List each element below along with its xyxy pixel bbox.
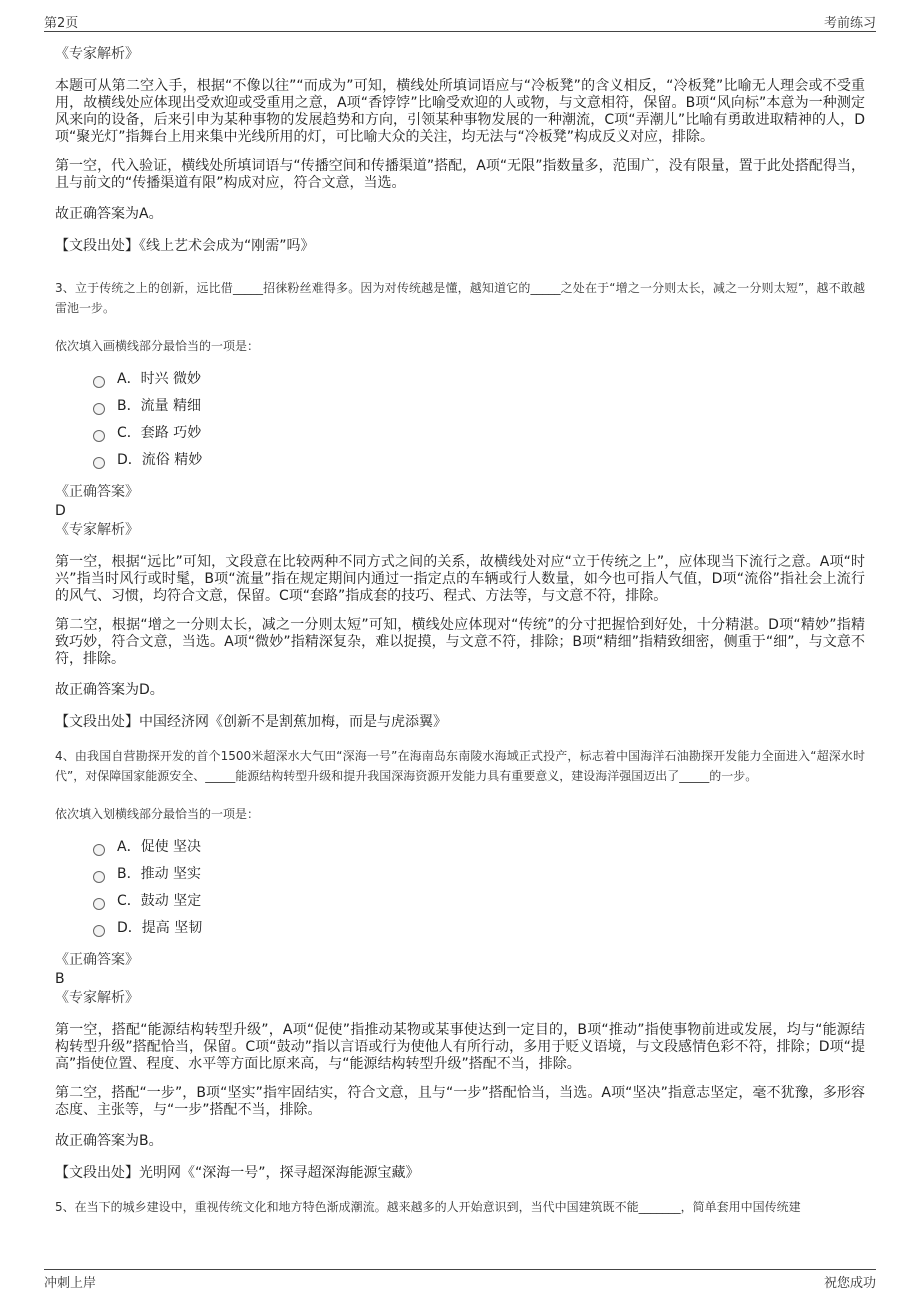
radio-icon[interactable] (93, 844, 105, 856)
radio-icon[interactable] (93, 925, 105, 937)
document-body (55, 44, 865, 1217)
option-b[interactable]: B．推动 坚实 (93, 861, 865, 888)
correct-answer-label: 《正确答案》 (55, 952, 139, 968)
correct-answer-value: B (55, 971, 65, 987)
question-stem: 5、在当下的城乡建设中，重视传统文化和地方特色渐成潮流。越来越多的人开始意识到，当代中国建筑既不能_______，简单套用中国传统建 (55, 1200, 801, 1214)
question-prompt: 依次填入画横线部分最恰当的一项是： (55, 339, 260, 353)
footer-left-text: 冲刺上岸 (44, 1276, 97, 1291)
footer-divider (44, 1269, 876, 1270)
radio-icon[interactable] (93, 376, 105, 388)
analysis-paragraph: 第一空，根据“远比”可知，文段意在比较两种不同方式之间的关系，故横线处对应“立于传统之上”，应体现当下流行之意。A项“时兴”指当时风行或时髦，B项“流量”指在规定期间内通过一指定点的车辆或行人数量，如今也可指人气值，D项“流俗”指社会上流行的风气、习惯，均符合文意，保留。C项“套路”指成套的技巧、程式、方法等，与文意不符，排除。 (55, 554, 865, 604)
radio-icon[interactable] (93, 898, 105, 910)
correct-answer-label: 《正确答案》 (55, 484, 139, 500)
source-tag: 【文段出处】 (55, 238, 139, 254)
analysis-paragraph: 本题可从第二空入手，根据“不像以往”“而成为”可知，横线处所填词语应与“冷板凳”的含义相反，“冷板凳”比喻无人理会或不受重用，故横线处应体现出受欢迎或受重用之意，A项“香饽饽”比喻受欢迎的人或物，与文意相符，保留。B项“风向标”本意为一种测定风来向的设备，后来引申为某种事物的发展趋势和方向，引领某种事物发展的一种潮流，C项“弄潮儿”比喻有勇敢进取精神的人，D项“聚光灯”指舞台上用来集中光线所用的灯，可比喻大众的关注，均无法与“冷板凳”构成反义对应，排除。 (55, 78, 865, 145)
analysis-label: 《专家解析》 (55, 990, 139, 1006)
option-list (55, 834, 865, 942)
source-title: 中国经济网《创新不是割蕉加梅，而是与虎添翼》 (139, 714, 447, 730)
source-line (55, 236, 865, 256)
radio-icon[interactable] (93, 457, 105, 469)
correct-answer-value: D (55, 503, 66, 519)
option-c[interactable]: C．套路 巧妙 (93, 420, 865, 447)
source-tag: 【文段出处】 (55, 714, 139, 730)
question-prompt: 依次填入划横线部分最恰当的一项是： (55, 807, 260, 821)
page-header (0, 0, 920, 30)
option-d[interactable]: D．提高 坚韧 (93, 915, 865, 942)
analysis-label: 《专家解析》 (55, 46, 139, 62)
source-tag: 【文段出处】 (55, 1165, 139, 1181)
radio-icon[interactable] (93, 403, 105, 415)
source-title: 《线上艺术会成为“刚需”吗》 (139, 238, 315, 254)
source-line (55, 712, 865, 732)
option-list (55, 366, 865, 474)
option-c[interactable]: C．鼓动 坚定 (93, 888, 865, 915)
question-stem: 3、立于传统之上的创新，远比借_____招徕粉丝难得多。因为对传统越是懂，越知道它的_____之处在于“增之一分则太长，减之一分则太短”，越不敢越雷池一步。 (55, 281, 865, 315)
question-stem: 4、由我国自营勘探开发的首个1500米超深水大气田“深海一号”在海南岛东南陵水海域正式投产，标志着中国海洋石油勘探开发能力全面进入“超深水时代”，对保障国家能源安全、_____能源结构转型升级和提升我国深海资源开发能力具有重要意义，建设海洋强国迈出了_____的一步。 (55, 749, 865, 783)
analysis-paragraph: 第二空，根据“增之一分则太长，减之一分则太短”可知，横线处应体现对“传统”的分寸把握恰到好处，十分精湛。D项“精妙”指精致巧妙，符合文意，当选。A项“微妙”指精深复杂，难以捉摸，与文意不符，排除；B项“精细”指精致细密，侧重于“细”，与文意不符，排除。 (55, 617, 865, 667)
analysis-paragraph: 第一空，搭配“能源结构转型升级”，A项“促使”指推动某物或某事使达到一定目的，B项“推动”指使事物前进或发展，均与“能源结构转型升级”搭配恰当，保留。C项“鼓动”指以言语或行为使他人有所行动，多用于贬义语境，与文段感情色彩不符，排除；D项“提高”指使位置、程度、水平等方面比原来高，与“能源结构转型升级”搭配不当，排除。 (55, 1022, 865, 1072)
analysis-paragraph: 第二空，搭配“一步”，B项“坚实”指牢固结实，符合文意，且与“一步”搭配恰当，当选。A项“坚决”指意志坚定，毫不犹豫，多形容态度、主张等，与“一步”搭配不当，排除。 (55, 1085, 865, 1118)
analysis-paragraph: 第一空，代入验证，横线处所填词语与“传播空间和传播渠道”搭配，A项“无限”指数量多，范围广，没有限量，置于此处搭配得当，且与前文的“传播渠道有限”构成对应，符合文意，当选。 (55, 158, 865, 191)
analysis-label: 《专家解析》 (55, 522, 139, 538)
conclusion-text: 故正确答案为A。 (55, 206, 163, 222)
conclusion-text: 故正确答案为D。 (55, 682, 164, 698)
option-a[interactable]: A．促使 坚决 (93, 834, 865, 861)
source-line (55, 1163, 865, 1183)
header-title: 考前练习 (823, 16, 876, 31)
radio-icon[interactable] (93, 871, 105, 883)
page-number-label: 第2页 (44, 16, 79, 31)
source-title: 光明网《“深海一号”，探寻超深海能源宝藏》 (139, 1165, 420, 1181)
radio-icon[interactable] (93, 430, 105, 442)
option-b[interactable]: B．流量 精细 (93, 393, 865, 420)
option-d[interactable]: D．流俗 精妙 (93, 447, 865, 474)
option-a[interactable]: A．时兴 微妙 (93, 366, 865, 393)
footer-right-text: 祝您成功 (823, 1276, 876, 1291)
header-divider (44, 31, 876, 32)
conclusion-text: 故正确答案为B。 (55, 1133, 163, 1149)
